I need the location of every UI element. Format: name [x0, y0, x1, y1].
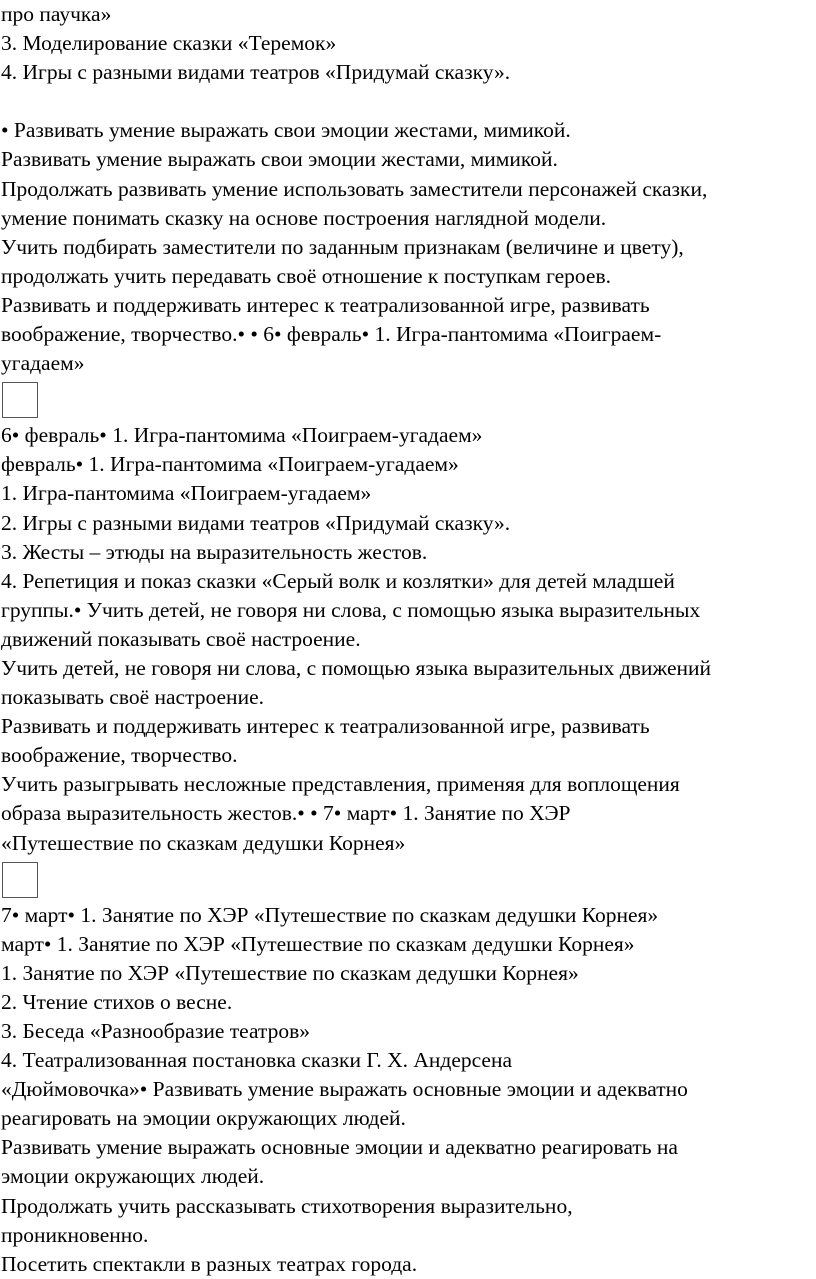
text-line: 6• февраль• 1. Игра-пантомима «Поиграем-угадаем» [1, 423, 483, 448]
text-line: Учить детей, не говоря ни слова, с помощью языка выразительных движений [1, 655, 712, 680]
text-line: Продолжать развивать умение использовать заместители персонажей сказки, [1, 176, 708, 201]
text-line: показывать своё настроение. [1, 685, 264, 710]
text-line: Учить разыгрывать несложные представления, применяя для воплощения [1, 772, 680, 797]
text-line: март• 1. Занятие по ХЭР «Путешествие по сказкам дедушки Корнея» [1, 931, 635, 956]
text-line: проникновенно. [1, 1222, 149, 1247]
image-placeholder-box [2, 382, 38, 418]
text-line: группы.• Учить детей, не говоря ни слова, с помощью языка выразительных [1, 597, 701, 622]
text-line: эмоции окружающих людей. [1, 1164, 265, 1189]
text-line: 2. Игры с разными видами театров «Придумай сказку». [1, 510, 511, 535]
text-line: 4. Репетиция и показ сказки «Серый волк и козлятки» для детей младшей [1, 568, 675, 593]
text-line: угадаем» [1, 351, 85, 376]
text-line: воображение, творчество. [1, 743, 238, 768]
text-line: продолжать учить передавать своё отношение к поступкам героев. [1, 263, 611, 288]
text-line: 3. Беседа «Разнообразие театров» [1, 1019, 310, 1043]
text-line: февраль• 1. Игра-пантомима «Поиграем-угадаем» [1, 452, 459, 477]
text-line: Развивать умение выражать свои эмоции жестами, мимикой. [1, 147, 558, 172]
text-line: 7• март• 1. Занятие по ХЭР «Путешествие по сказкам дедушки Корнея» [1, 902, 659, 927]
text-line: Развивать и поддерживать интерес к театрализованной игре, развивать [1, 292, 650, 317]
text-line: • Развивать умение выражать свои эмоции жестами, мимикой. [1, 118, 571, 143]
text-line: Продолжать учить рассказывать стихотворения выразительно, [1, 1193, 573, 1218]
text-line: движений показывать своё настроение. [1, 626, 361, 651]
text-line: 4. Игры с разными видами театров «Придумай сказку». [1, 60, 511, 85]
document-body [1, 0, 813, 1279]
image-placeholder-box [2, 862, 38, 898]
text-line: умение понимать сказку на основе построения наглядной модели. [1, 205, 607, 230]
text-line: воображение, творчество.• • 6• февраль• 1. Игра-пантомима «Поиграем- [1, 322, 662, 347]
text-line: Посетить спектакли в разных театрах города. [1, 1251, 418, 1276]
text-line: 4. Театрализованная постановка сказки Г. Х. Андерсена [1, 1048, 513, 1073]
blank-line [1, 87, 813, 116]
text-line: Развивать и поддерживать интерес к театрализованной игре, развивать [1, 714, 650, 739]
text-line: Учить подбирать заместители по заданным признакам (величине и цвету), [1, 234, 684, 259]
text-line: Развивать умение выражать основные эмоции и адекватно реагировать на [1, 1135, 678, 1160]
text-line: 1. Игра-пантомима «Поиграем-угадаем» [1, 481, 372, 506]
text-line: реагировать на эмоции окружающих людей. [1, 1106, 406, 1131]
text-line: 1. Занятие по ХЭР «Путешествие по сказкам дедушки Корнея» [1, 960, 579, 985]
text-line: образа выразительность жестов.• • 7• март• 1. Занятие по ХЭР [1, 801, 571, 826]
text-line: 3. Моделирование сказки «Теремок» [1, 31, 337, 56]
text-line: 2. Чтение стихов о весне. [1, 989, 233, 1014]
text-line: «Путешествие по сказкам дедушки Корнея» [1, 830, 406, 855]
text-line: «Дюймовочка»• Развивать умение выражать основные эмоции и адекватно [1, 1077, 688, 1102]
text-line: про паучка» [1, 2, 112, 26]
text-line: 3. Жесты – этюды на выразительность жестов. [1, 539, 428, 564]
